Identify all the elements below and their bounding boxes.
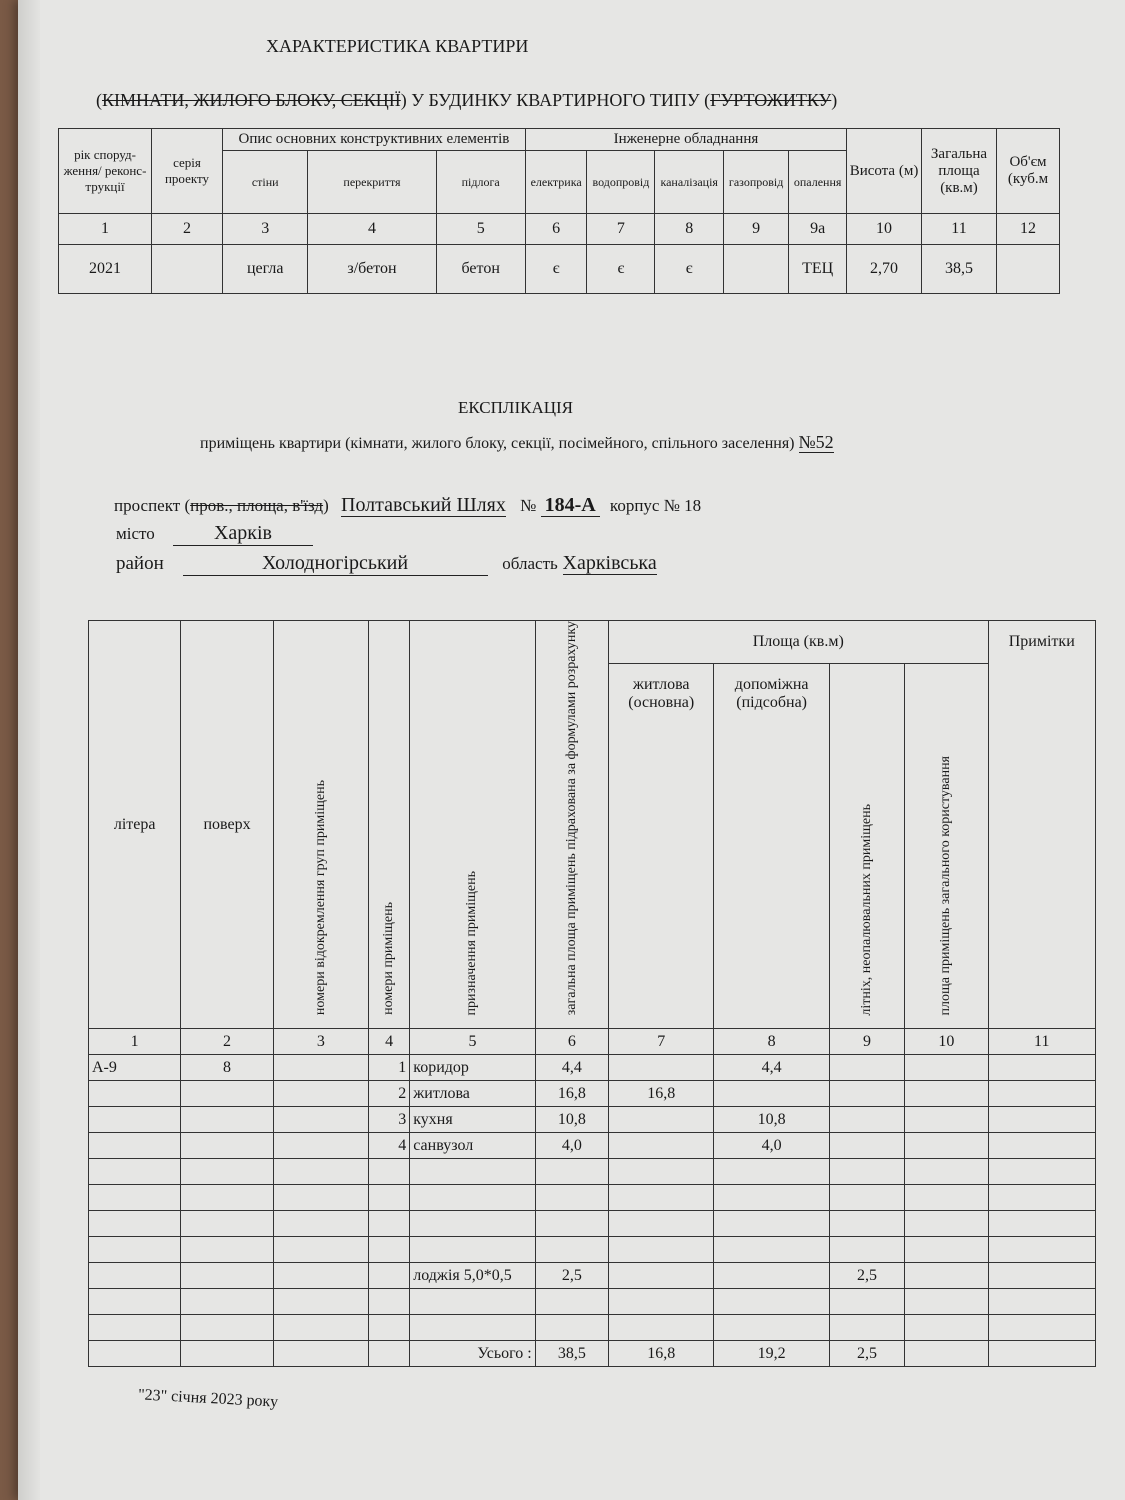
table-cell [829,1133,904,1159]
colnum: 2 [152,214,223,245]
table-cell [535,1237,608,1263]
table-cell [609,1055,714,1081]
table-cell [714,1237,829,1263]
table-row [89,1237,1096,1263]
table-cell: А-9 [89,1055,181,1081]
table-cell [410,1185,535,1211]
table-cell [714,1211,829,1237]
val-sewer: є [655,245,724,294]
table-cell [988,1107,1096,1133]
table-cell [410,1159,535,1185]
col-year-header: рік споруд-ження/ реконс-трукції [59,129,152,214]
table-cell [988,1081,1096,1107]
table-cell [369,1315,410,1341]
table-row [89,1315,1096,1341]
colnum: 7 [587,214,655,245]
col-gas-header: газопровід [724,151,789,214]
col-notes-header: Примітки [988,621,1096,1029]
table-cell [410,1315,535,1341]
table-cell [181,1263,273,1289]
table-row [89,1159,1096,1185]
col-litera-header: літера [89,621,181,1029]
table-cell [273,1237,368,1263]
table-row [89,1211,1096,1237]
table-cell [714,1185,829,1211]
colnum: 3 [273,1029,368,1055]
table-row [89,1185,1096,1211]
table-cell: 3 [369,1107,410,1133]
table-cell [181,1081,273,1107]
table-cell: 2,5 [535,1263,608,1289]
val-year: 2021 [59,245,152,294]
explication-subtitle: приміщень квартири (кімнати, жилого блоку, секції, посімейного, спільного заселення) №52 [200,432,834,452]
table-cell [829,1237,904,1263]
val-water: є [587,245,655,294]
table-cell [905,1315,988,1341]
table-cell [714,1081,829,1107]
table-cell [273,1081,368,1107]
table-cell [609,1315,714,1341]
table-cell [988,1315,1096,1341]
table-cell [829,1315,904,1341]
table-cell [273,1107,368,1133]
table-cell: кухня [410,1107,535,1133]
table-cell [988,1185,1096,1211]
table-cell [273,1159,368,1185]
table-cell [89,1159,181,1185]
col-area-header: Загальна площа (кв.м) [922,129,997,214]
col-electric-header: електрика [525,151,587,214]
table-cell: Усього : [410,1341,535,1367]
district-line: район Холодногірський область Харківська [116,552,657,574]
colnum: 9 [829,1029,904,1055]
city-line: місто Харків [116,522,313,546]
table-cell [609,1185,714,1211]
table-cell [905,1185,988,1211]
table-cell [369,1263,410,1289]
val-height: 2,70 [847,245,922,294]
table-cell: лоджія 5,0*0,5 [410,1263,535,1289]
table-cell: 10,8 [714,1107,829,1133]
table-cell [369,1159,410,1185]
table-cell [988,1159,1096,1185]
table-cell [829,1081,904,1107]
table-cell: 2 [369,1081,410,1107]
table-cell [714,1159,829,1185]
colnum: 12 [997,214,1060,245]
col-floor-header: поверх [181,621,273,1029]
table-cell [905,1237,988,1263]
col-total-calc-header: загальна площа приміщень підрахована за формулами розрахунку [535,621,608,1029]
table-cell: 2,5 [829,1341,904,1367]
group-construct-header: Опис основних конструктивних елементів [223,129,526,151]
table-cell [609,1289,714,1315]
colnum: 11 [922,214,997,245]
table-cell [609,1107,714,1133]
val-ceilings: з/бетон [308,245,436,294]
table-cell [905,1341,988,1367]
table-cell [905,1263,988,1289]
col-purpose-header: призначення приміщень [410,621,535,1029]
table-cell [181,1341,273,1367]
table-cell: 4 [369,1133,410,1159]
page-binding [18,0,40,1500]
table-cell [714,1315,829,1341]
val-heating: ТЕЦ [789,245,847,294]
table-cell: 4,0 [535,1133,608,1159]
table-cell [535,1315,608,1341]
table-cell [181,1315,273,1341]
characteristics-table [58,128,1060,294]
table-cell [89,1237,181,1263]
table-cell [273,1315,368,1341]
table-cell [829,1289,904,1315]
col-floor-header: підлога [436,151,525,214]
table-row [89,1133,1096,1159]
table-cell [714,1263,829,1289]
document-page [18,0,1125,1500]
table-cell [273,1133,368,1159]
table-cell: 4,4 [535,1055,608,1081]
table-cell [988,1237,1096,1263]
table-cell [181,1185,273,1211]
table-cell [181,1211,273,1237]
table-cell [609,1237,714,1263]
colnum: 9а [789,214,847,245]
table-cell [89,1211,181,1237]
colnum: 10 [905,1029,988,1055]
col-heating-header: опалення [789,151,847,214]
doc-subtitle: (КІМНАТИ, ЖИЛОГО БЛОКУ, СЕКЦІЇ) У БУДИНКУ КВАРТИРНОГО ТИПУ (ГУРТОЖИТКУ) [96,90,838,110]
table-cell: 4,0 [714,1133,829,1159]
table-cell [829,1055,904,1081]
val-walls: цегла [223,245,308,294]
table-cell [609,1211,714,1237]
col-volume-header: Об'єм (куб.м [997,129,1060,214]
table-cell [988,1055,1096,1081]
val-volume [997,245,1060,294]
colnum: 6 [525,214,587,245]
table-cell [829,1107,904,1133]
explication-title: ЕКСПЛІКАЦІЯ [458,398,573,417]
table-cell [273,1185,368,1211]
colnum: 4 [308,214,436,245]
table-cell [905,1159,988,1185]
table-cell [829,1185,904,1211]
colnum: 9 [724,214,789,245]
colnum: 1 [89,1029,181,1055]
table-cell [988,1133,1096,1159]
table-cell: 1 [369,1055,410,1081]
table-row [89,1289,1096,1315]
table-cell [535,1185,608,1211]
table-cell [89,1289,181,1315]
table-cell [89,1081,181,1107]
table-cell [609,1133,714,1159]
col-height-header: Висота (м) [847,129,922,214]
colnum: 1 [59,214,152,245]
table-cell [369,1185,410,1211]
table-cell [609,1263,714,1289]
table-cell [535,1211,608,1237]
table-cell: 8 [181,1055,273,1081]
table-cell [89,1185,181,1211]
colnum: 3 [223,214,308,245]
table-cell [410,1211,535,1237]
table-cell [369,1341,410,1367]
val-gas [724,245,789,294]
val-area: 38,5 [922,245,997,294]
table-cell: санвузол [410,1133,535,1159]
col-auxiliary-header: допоміжна (підсобна) [714,664,829,1029]
table-cell [535,1159,608,1185]
table-cell [829,1211,904,1237]
table-cell [410,1289,535,1315]
doc-title: ХАРАКТЕРИСТИКА КВАРТИРИ [266,36,529,56]
val-electric: є [525,245,587,294]
table-cell [369,1289,410,1315]
table-cell [714,1289,829,1315]
colnum: 5 [410,1029,535,1055]
table-cell [273,1289,368,1315]
table-cell [181,1133,273,1159]
table-cell: 4,4 [714,1055,829,1081]
table-row [89,1055,1096,1081]
table-cell [905,1289,988,1315]
col-common-header: площа приміщень загального користування [905,664,988,1029]
group-engineering-header: Інженерне обладнання [525,129,846,151]
table-cell [181,1237,273,1263]
table-cell [905,1081,988,1107]
col-sewer-header: каналізація [655,151,724,214]
colnum: 8 [655,214,724,245]
table-cell: 2,5 [829,1263,904,1289]
table-cell [273,1211,368,1237]
table-cell [369,1237,410,1263]
table-cell [535,1289,608,1315]
table-cell [181,1159,273,1185]
table-cell: 10,8 [535,1107,608,1133]
table-cell: 38,5 [535,1341,608,1367]
table-cell [609,1159,714,1185]
explication-rows [89,1055,1096,1367]
table-cell: 19,2 [714,1341,829,1367]
table-cell: 16,8 [609,1341,714,1367]
table-row [89,1263,1096,1289]
table-cell [905,1133,988,1159]
table-cell: житлова [410,1081,535,1107]
table-cell [905,1107,988,1133]
colnum: 10 [847,214,922,245]
table-cell [89,1263,181,1289]
table-cell [410,1237,535,1263]
colnum: 4 [369,1029,410,1055]
colnum: 2 [181,1029,273,1055]
table-cell [273,1263,368,1289]
table-cell [829,1159,904,1185]
colnum: 8 [714,1029,829,1055]
group-area-header: Площа (кв.м) [609,621,988,664]
table-cell [181,1289,273,1315]
table-cell: 16,8 [609,1081,714,1107]
colnum: 11 [988,1029,1096,1055]
colnum: 5 [436,214,525,245]
table-cell [181,1107,273,1133]
table-cell [905,1211,988,1237]
colnum: 7 [609,1029,714,1055]
col-summer-header: літніх, неопалювальних приміщень [829,664,904,1029]
table-cell [89,1133,181,1159]
col-group-numbers-header: номери відокремлення груп приміщень [273,621,368,1029]
table-row [89,1107,1096,1133]
col-walls-header: стіни [223,151,308,214]
document-date: "23" січня 2023 року [137,1386,279,1411]
table-cell: коридор [410,1055,535,1081]
table-cell [89,1107,181,1133]
table-cell [89,1315,181,1341]
col-living-header: житлова (основна) [609,664,714,1029]
explication-table [88,620,1096,1367]
table-cell [988,1341,1096,1367]
table-cell: 16,8 [535,1081,608,1107]
table-row [89,1341,1096,1367]
address-line: проспект (пров., площа, в'їзд) Полтавський Шлях № 184-А корпус № 18 [114,494,702,516]
val-floor: бетон [436,245,525,294]
table-cell [369,1211,410,1237]
table-cell [988,1211,1096,1237]
col-water-header: водопровід [587,151,655,214]
col-series-header: серія проекту [152,129,223,214]
table-cell [988,1263,1096,1289]
table-cell [273,1341,368,1367]
table-cell [905,1055,988,1081]
table-cell [89,1341,181,1367]
table-cell [988,1289,1096,1315]
col-room-numbers-header: номери приміщень [369,621,410,1029]
table-row [89,1081,1096,1107]
val-series [152,245,223,294]
colnum: 6 [535,1029,608,1055]
col-ceilings-header: перекриття [308,151,436,214]
table-cell [273,1055,368,1081]
